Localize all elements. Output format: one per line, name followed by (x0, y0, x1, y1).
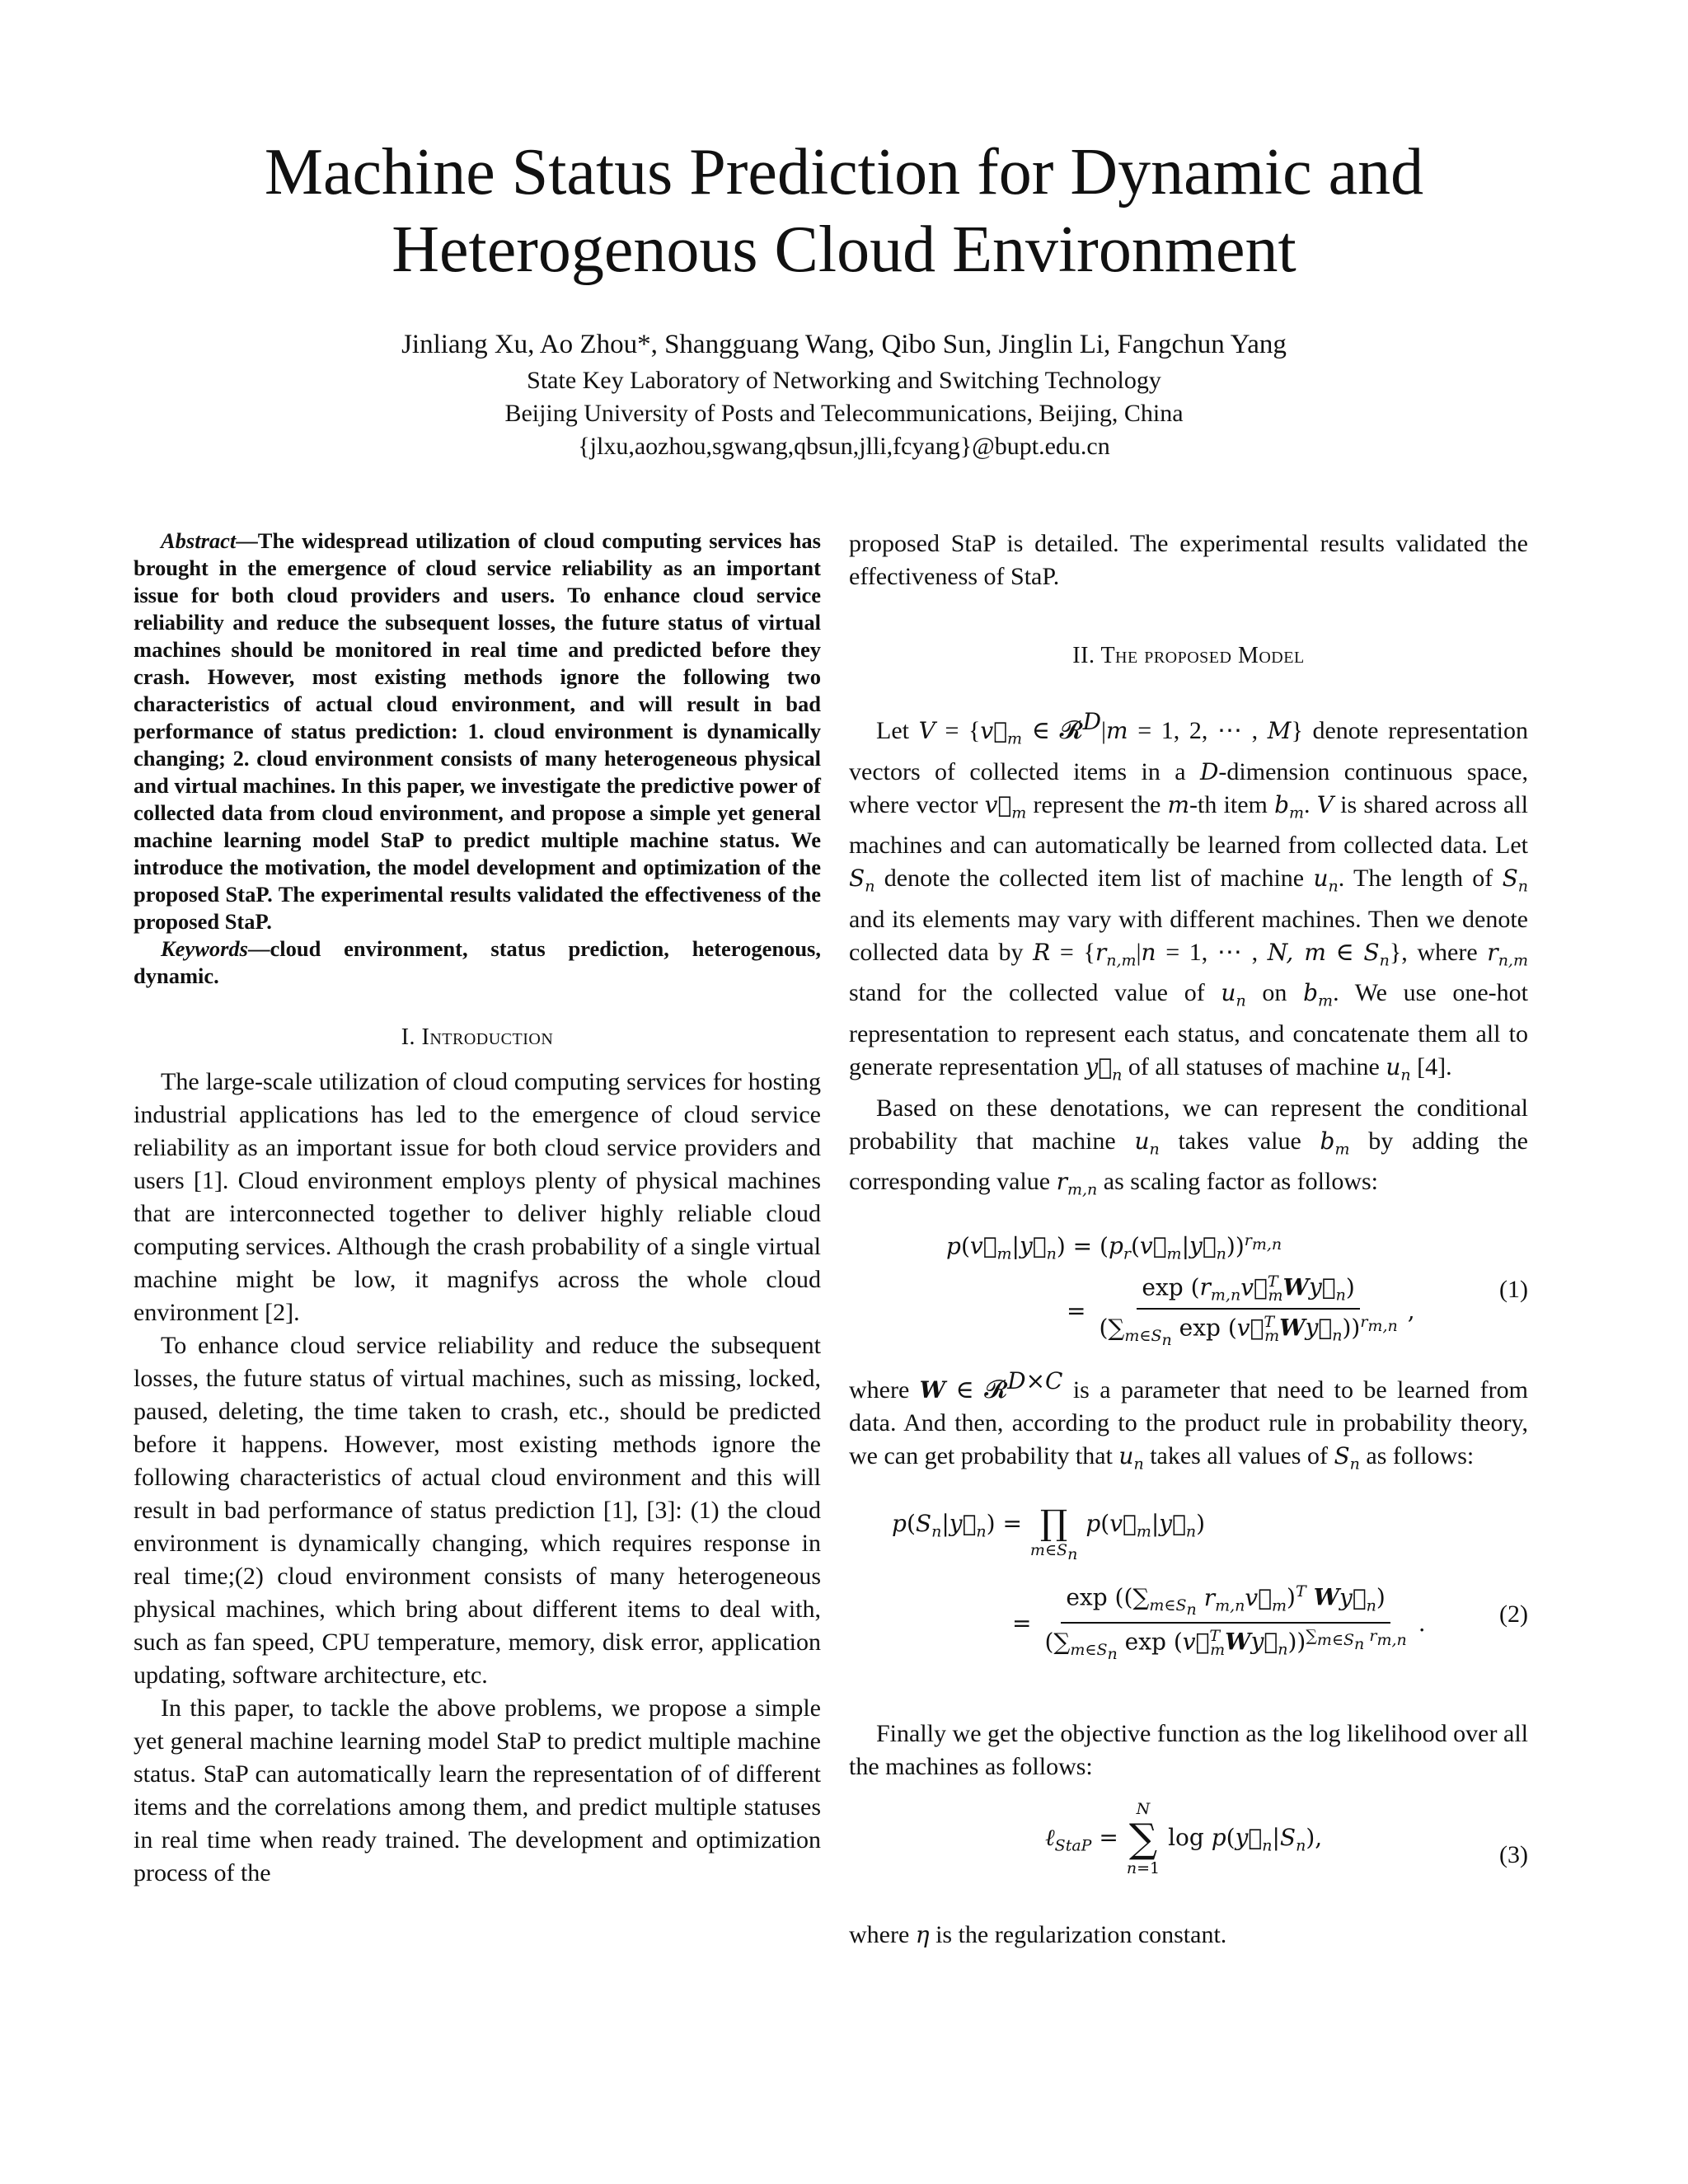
title-line-2: Heterogenous Cloud Environment (392, 213, 1296, 286)
keywords-label: Keywords (161, 936, 248, 961)
keywords (134, 935, 821, 990)
model-paragraph-3: where W ∈ 𝓡$^{D\times C}$ is a parameter that need to be learned from data. And then, according to the product rule in probability theory, we can get probability that $u_n$ takes all values of $S_n$ as follows: (849, 1366, 1528, 1474)
model-paragraph-5: where η is the regularization constant. (849, 1921, 1227, 1949)
intro-paragraph-2: To enhance cloud service reliability and reduce the subsequent losses, the future status of virtual machines, such as missing, locked, paused, deleting, the time taken to crash, etc., should be predicted before it happens. However, most existing methods ignore the following characteristics of actual cloud environment and this will result in bad performance of status prediction [1], [3]: (1) the cloud environment is dynamically changing, which requires response in real time;(2) cloud environment consists of many heterogeneous physical machines, which bring about different items to deal with, such as fan speed, CPU temperature, memory, disk error, application updating, software architecture, etc. (134, 1332, 821, 1689)
equation-1: $p(v⃗_m|y⃗_n)$ = $(p_r(v⃗_m|y⃗_n))^{r_{m,n}}$ = $\frac{\exp (r_{m,n}v⃗^T_mWy⃗_n)}{(\sum_{m\in S_n} \exp (v⃗^T_mWy⃗_n))^{r_{m,n}}}$ , (1) (946, 1230, 1528, 1349)
intro-paragraph-1: The large-scale utilization of cloud computing services for hosting industrial applications has led to the emergence of cloud service reliability as an important issue for both cloud service providers and users [1]. Cloud environment employs plenty of physical machines that are interconnected together to deliver highly reliable cloud computing services. Although the crash probability of a single virtual machine might be low, it magnifys across the whole cloud environment [2]. (134, 1068, 821, 1326)
right-column (849, 527, 1528, 1952)
equation-1-number: (1) (1499, 1275, 1528, 1303)
equation-2-number: (2) (1499, 1601, 1528, 1629)
model-paragraph-1: Let $V = \{v⃗_m$ ∈ 𝓡$^D$|m = 1, 2, ⋯ , M} denote representation vectors of collected items in a D-dimension continuous space, where vector $v⃗_m$ represent the m-th item $b_m$. V is shared across all machines and can automatically be learned from collected data. Let $S_n$ denote the collected item list of machine $u_n$. The length of $S_n$ and its elements may vary with different machines. Then we denote collected data by $R = \{r_{n,m}|n = 1$, ⋯ , N, m ∈ $S_n$}, where $r_{n,m}$ stand for the collected value of $u_n$ on $b_m$. We use one-hot representation to represent each status, and concatenate them all to generate representation $y⃗_n$ of all statuses of machine $u_n$ [4]. (849, 708, 1529, 1085)
left-column (134, 527, 821, 1890)
intro-paragraph-3: In this paper, to tackle the above problems, we propose a simple yet general machine learning model StaP to predict multiple machine status. StaP can automatically learn the representation of of different items and the correlations among them, and predict multiple statuses in real time when ready trained. The development and optimization process of the (134, 1694, 821, 1886)
section-heading-introduction: I. Introduction (401, 1024, 554, 1050)
intro-paragraph-continued: proposed StaP is detailed. The experimental results validated the effectiveness of StaP. (849, 530, 1528, 590)
section-heading-model: II. The proposed Model (1072, 643, 1305, 668)
abstract-label: Abstract (161, 528, 237, 553)
author-list: Jinliang Xu, Ao Zhou*, Shangguang Wang, Qibo Sun, Jinglin Li, Fangchun Yang (401, 330, 1287, 359)
model-paragraph-2: Based on these denotations, we can represent the conditional probability that machine $u_n$ takes value $b_m$ by adding the corresponding value $r_{m,n}$ as scaling factor as follows: (849, 1094, 1528, 1199)
affiliation-university: Beijing University of Posts and Telecommunications, Beijing, China (504, 400, 1184, 427)
abstract-text: —The widespread utilization of cloud computing services has brought in the emergence of cloud service reliability as an important issue for both cloud providers and users. To enhance cloud service reliability and reduce the subsequent losses, the future status of virtual machines should be monitored in real time and predicted before they crash. However, most existing methods ignore the following two characteristics of actual cloud environment, and will result in bad performance of status prediction: 1. cloud environment is dynamically changing; 2. cloud environment consists of many heterogeneous physical and virtual machines. In this paper, we investigate the predictive power of collected data from cloud environment, and propose a simple yet general machine learning model StaP to predict multiple machine status. We introduce the motivation, the model development and optimization of the proposed StaP. The experimental results validated the effectiveness of the proposed StaP. (134, 528, 821, 934)
model-paragraph-4: Finally we get the objective function as the log likelihood over all the machines as follows: (849, 1720, 1528, 1781)
affiliation-lab: State Key Laboratory of Networking and Switching Technology (527, 367, 1161, 394)
author-emails: {jlxu,aozhou,sgwang,qbsun,jlli,fcyang}@bupt.edu.cn (578, 433, 1110, 460)
equation-2: $p(S_n|y⃗_n)$ = ∏ $m\in S_n$ $p(v⃗_m|y⃗_n)$ = $\frac{\exp ((\sum_{m\in S_n} r_{m,n}v⃗_m)^T Wy⃗_n)}{(\sum_{m\in S_n} \exp (v⃗^T_mWy⃗_n))^{\sum_{m\in S_n} r_{m,n}}}$ . (2) (892, 1502, 1528, 1663)
paper-title (124, 134, 1564, 288)
abstract (134, 527, 821, 935)
title-line-1: Machine Status Prediction for Dynamic and (264, 136, 1424, 209)
equation-3-number: (3) (1499, 1841, 1528, 1869)
equation-3: ℓ$_{StaP}$ = N ∑ n=1 $\log p(y⃗_n|S_n)$, (3) (1045, 1800, 1528, 1878)
keywords-text: —cloud environment, status prediction, heterogenous, dynamic. (134, 936, 821, 988)
